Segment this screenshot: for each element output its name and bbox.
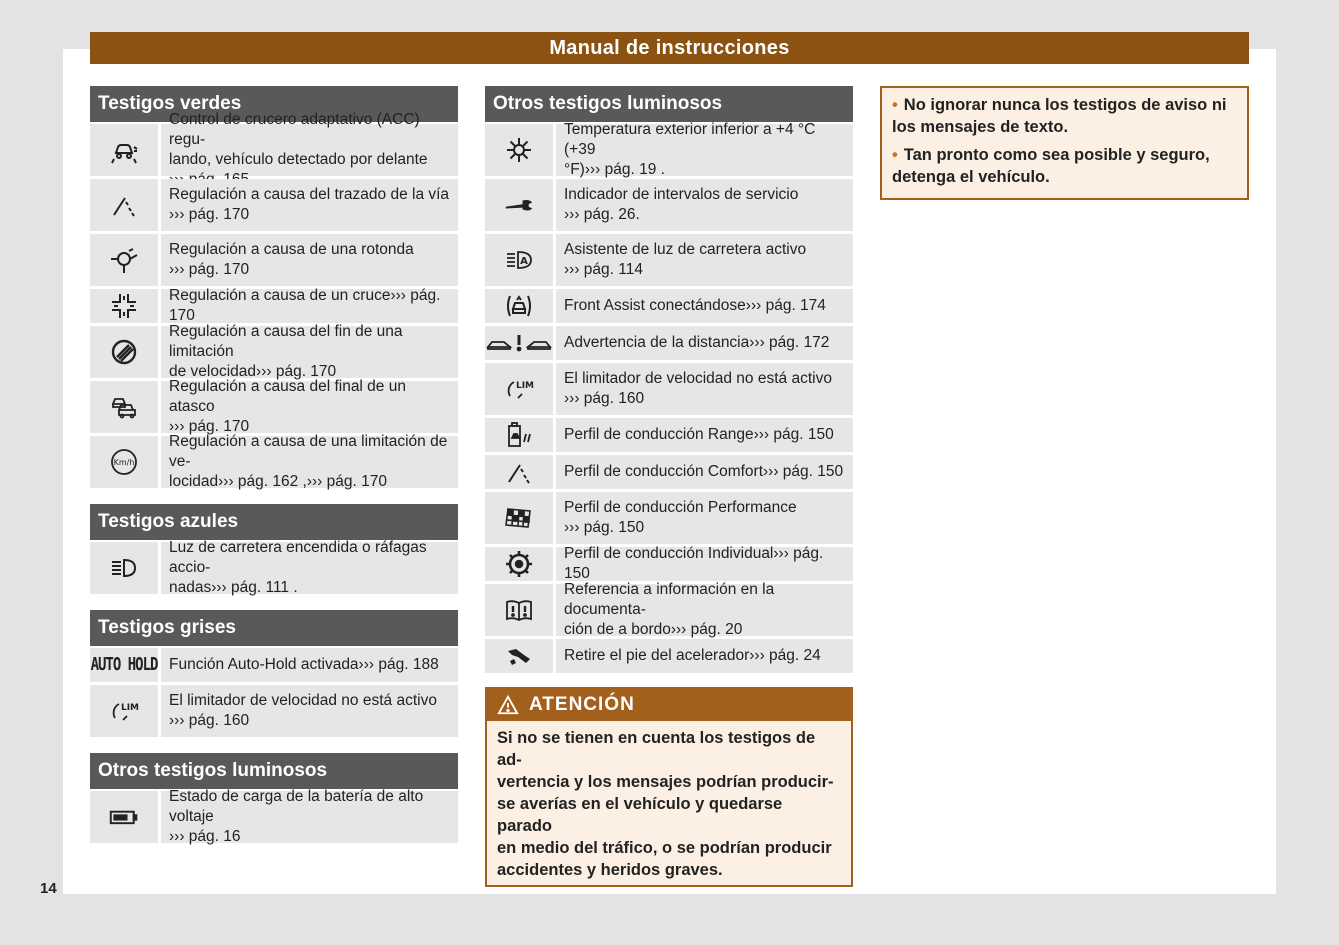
acc-car-icon [90, 124, 158, 176]
distance-warning-icon [485, 326, 553, 360]
manual-book-icon [485, 584, 553, 636]
battery-icon [90, 791, 158, 843]
limiter-icon [485, 363, 553, 415]
table-row [90, 648, 458, 682]
row-text: Función Auto-Hold activada››› pág. 188 [169, 656, 439, 673]
table-row [90, 539, 458, 596]
page-reference: ››› pág. 26. [564, 206, 640, 223]
table-row [90, 685, 458, 737]
table-row [485, 581, 853, 638]
svg-text:LIM: LIM [120, 703, 139, 713]
row-text: Estado de carga de la batería de alto voltaje [169, 788, 424, 825]
table-row [90, 378, 458, 435]
column-middle [485, 86, 853, 887]
section-blue-lights [90, 504, 458, 594]
row-text: Perfil de conducción Individual››› pág. 150 [564, 545, 824, 582]
page-reference: ››› pág. 160 [169, 712, 250, 729]
row-text: Regulación a causa del trazado de la vía [169, 186, 450, 203]
column-right [880, 86, 1249, 200]
warning-text [487, 721, 851, 885]
page-reference: ››› pág. 170 [169, 261, 250, 278]
table-row [90, 788, 458, 845]
warning-triangle-icon [497, 694, 519, 716]
snowflake-icon [485, 124, 553, 176]
table-row [485, 363, 853, 415]
advice-line: Tan pronto como sea posible y seguro, [903, 146, 1210, 164]
table-row [90, 433, 458, 490]
row-text: El limitador de velocidad no está activo [564, 370, 832, 387]
speed-limit-kmh-icon [90, 436, 158, 488]
section-title: Testigos verdes [90, 86, 458, 122]
page-reference: ción de a bordo››› pág. 20 [564, 621, 743, 638]
front-assist-icon [485, 289, 553, 323]
comfort-profile-icon [485, 455, 553, 489]
row-text: Asistente de luz de carretera activo [564, 241, 807, 258]
page-reference: ››› pág. 170 [169, 418, 250, 435]
advice-line: los mensajes de texto. [892, 118, 1069, 136]
table-row [485, 326, 853, 360]
row-text: Luz de carretera encendida o ráfagas accio- [169, 539, 427, 576]
row-text: El limitador de velocidad no está activo [169, 692, 437, 709]
page-number: 14 [40, 880, 57, 897]
section-grey-lights [90, 610, 458, 737]
section-green-lights [90, 86, 458, 488]
advice-item [892, 94, 1237, 138]
auto-hold-label: AUTO HOLD [90, 655, 158, 675]
limiter-icon [90, 685, 158, 737]
row-text: Regulación a causa del final de un atasco [169, 378, 406, 415]
warning-line: accidentes y heridos graves. [497, 861, 723, 879]
table-row [485, 455, 853, 489]
page-title: Manual de instrucciones [90, 32, 1249, 64]
row-text: Temperatura exterior inferior a +4 °C (+39 [564, 121, 816, 158]
section-other-lights [90, 753, 458, 843]
auto-high-beam-icon [485, 234, 553, 286]
road-curve-icon [90, 179, 158, 231]
high-beam-icon [90, 542, 158, 594]
row-text: Regulación a causa de una rotonda [169, 241, 414, 258]
table-row [485, 289, 853, 323]
warning-line: Si no se tienen en cuenta los testigos de ad- [497, 729, 816, 769]
page-reference: °F)››› pág. 19 . [564, 161, 665, 178]
bullet-icon: • [892, 146, 898, 164]
performance-flag-icon [485, 492, 553, 544]
advice-line: detenga el vehículo. [892, 168, 1050, 186]
warning-line: se averías en el vehículo y quedarse parado [497, 795, 783, 835]
table-row [90, 179, 458, 231]
row-text: Regulación a causa del fin de una limitación [169, 323, 403, 360]
section-other-lights [485, 86, 853, 673]
page-reference: de velocidad››› pág. 170 [169, 363, 337, 380]
traffic-jam-icon [90, 381, 158, 433]
page-reference: locidad››› pág. 162 ,››› pág. 170 [169, 473, 387, 490]
page-reference: nadas››› pág. 111 . [169, 579, 298, 596]
foot-pedal-icon [485, 639, 553, 673]
table-row [485, 179, 853, 231]
row-text: Retire el pie del acelerador››› pág. 24 [564, 647, 821, 664]
section-title: Otros testigos luminosos [485, 86, 853, 122]
auto-hold-icon [90, 648, 158, 682]
table-row [485, 234, 853, 286]
row-text: Advertencia de la distancia››› pág. 172 [564, 334, 830, 351]
column-left [90, 86, 458, 859]
svg-text:Km/h: Km/h [113, 458, 135, 467]
table-row [485, 547, 853, 581]
table-row [485, 121, 853, 178]
table-row [90, 234, 458, 286]
wrench-icon [485, 179, 553, 231]
row-text: Perfil de conducción Range››› pág. 150 [564, 426, 834, 443]
range-profile-icon [485, 418, 553, 452]
advice-line: No ignorar nunca los testigos de aviso ni [903, 96, 1227, 114]
page-reference: ››› pág. 16 [169, 828, 241, 845]
advice-item [892, 144, 1237, 188]
table-row [485, 492, 853, 544]
page-reference: ››› pág. 150 [564, 519, 645, 536]
row-text: Regulación a causa de un cruce››› pág. 170 [169, 287, 441, 324]
advice-box [880, 86, 1249, 200]
warning-line: vertencia y los mensajes podrían producir- [497, 773, 834, 791]
individual-gear-icon [485, 547, 553, 581]
row-text: Indicador de intervalos de servicio [564, 186, 799, 203]
warning-title: ATENCIÓN [529, 694, 635, 715]
page-reference: ››› pág. 170 [169, 206, 250, 223]
bullet-icon: • [892, 96, 898, 114]
page-reference: ››› pág. 160 [564, 390, 645, 407]
table-row [90, 289, 458, 323]
row-text: Perfil de conducción Performance [564, 499, 797, 516]
warning-header [487, 689, 851, 721]
warning-line: en medio del tráfico, o se podrían producir [497, 839, 832, 857]
table-row [485, 418, 853, 452]
section-title: Testigos azules [90, 504, 458, 540]
table-row [485, 639, 853, 673]
roundabout-icon [90, 234, 158, 286]
table-row [90, 323, 458, 380]
page-reference: ››› pág. 114 [564, 261, 643, 278]
section-title: Testigos grises [90, 610, 458, 646]
crossroad-icon [90, 289, 158, 323]
table-row [90, 111, 458, 176]
row-text: lando, vehículo detectado por delante [169, 151, 428, 168]
row-text: Referencia a información en la documenta- [564, 581, 775, 618]
row-text: Front Assist conectándose››› pág. 174 [564, 297, 826, 314]
row-text: Perfil de conducción Comfort››› pág. 150 [564, 463, 844, 480]
end-limit-icon [90, 326, 158, 378]
warning-box [485, 687, 853, 887]
section-title: Otros testigos luminosos [90, 753, 458, 789]
svg-text:A: A [520, 256, 528, 267]
svg-text:LIM: LIM [515, 381, 534, 391]
row-text: Control de crucero adaptativo (ACC) regu- [169, 111, 420, 148]
row-text: Regulación a causa de una limitación de ve- [169, 433, 448, 470]
